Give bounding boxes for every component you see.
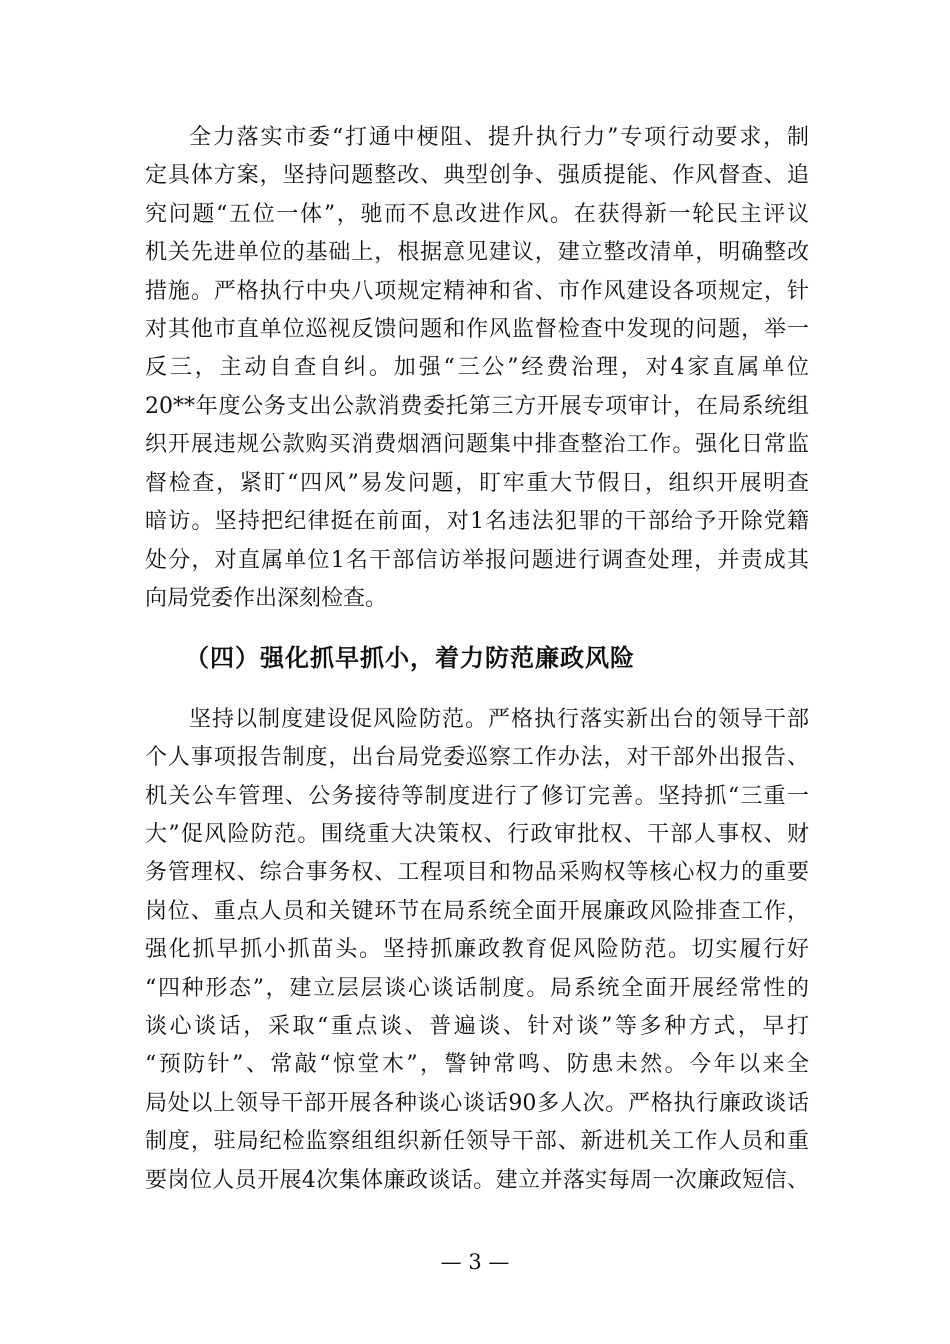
paragraph-line: 务管理权、综合事务权、工程项目和物品采购权等核心权力的重要 [145, 860, 809, 885]
paragraph-line: 要岗位人员开展4次集体廉政谈话。建立并落实每周一次廉政短信、 [145, 1168, 809, 1193]
paragraph-line: 个人事项报告制度，出台局党委巡察工作办法，对干部外出报告、 [145, 745, 809, 770]
paragraph-line: 措施。严格执行中央八项规定精神和省、市作风建设各项规定，针 [145, 279, 809, 304]
paragraph-line: 处分，对直属单位1名干部信访举报问题进行调查处理，并责成其 [145, 548, 809, 573]
paragraph-line: 20**年度公务支出公款消费委托第三方开展专项审计，在局系统组 [145, 394, 809, 419]
paragraph-line: 对其他市直单位巡视反馈问题和作风监督检查中发现的问题，举一 [145, 317, 809, 342]
paragraph-line: 大”促风险防范。围绕重大决策权、行政审批权、干部人事权、财 [145, 822, 809, 847]
section-heading: （四）强化抓早抓小，着力防范廉政风险 [185, 643, 635, 672]
paragraph-line: 反三，主动自查自纠。加强“三公”经费治理，对4家直属单位 [145, 355, 809, 380]
paragraph-line: 暗访。坚持把纪律挺在前面，对1名违法犯罪的干部给予开除党籍 [145, 509, 809, 534]
paragraph-line: 谈心谈话，采取“重点谈、普遍谈、针对谈”等多种方式，早打 [145, 1014, 809, 1039]
paragraph-line: 向局党委作出深刻检查。 [145, 586, 388, 611]
page-number: — 3 — [440, 1250, 510, 1274]
paragraph-line: “预防针”、常敲“惊堂木”，警钟常鸣、防患未然。今年以来全 [145, 1052, 809, 1077]
paragraph-line: 局处以上领导干部开展各种谈心谈话90多人次。严格执行廉政谈话 [145, 1091, 809, 1116]
paragraph-line: 制度，驻局纪检监察组组织新任领导干部、新进机关工作人员和重 [145, 1129, 809, 1154]
paragraph-line: “四种形态”，建立层层谈心谈话制度。局系统全面开展经常性的 [145, 976, 809, 1001]
paragraph-line: 坚持以制度建设促风险防范。严格执行落实新出台的领导干部 [189, 707, 809, 732]
paragraph-line: 定具体方案，坚持问题整改、典型创争、强质提能、作风督查、追 [145, 163, 809, 188]
paragraph-line: 督检查，紧盯“四风”易发问题，盯牢重大节假日，组织开展明查 [145, 471, 809, 496]
paragraph-line: 机关公车管理、公务接待等制度进行了修订完善。坚持抓“三重一 [145, 784, 809, 809]
paragraph-line: 机关先进单位的基础上，根据意见建议，建立整改清单，明确整改 [145, 240, 809, 265]
paragraph-line: 织开展违规公款购买消费烟酒问题集中排查整治工作。强化日常监 [145, 432, 809, 457]
paragraph-line: 强化抓早抓小抓苗头。坚持抓廉政教育促风险防范。切实履行好 [145, 937, 809, 962]
paragraph-line: 究问题“五位一体”，驰而不息改进作风。在获得新一轮民主评议 [145, 202, 809, 227]
paragraph-line: 全力落实市委“打通中梗阻、提升执行力”专项行动要求，制 [189, 125, 809, 150]
paragraph-line: 岗位、重点人员和关键环节在局系统全面开展廉政风险排查工作， [145, 899, 809, 924]
